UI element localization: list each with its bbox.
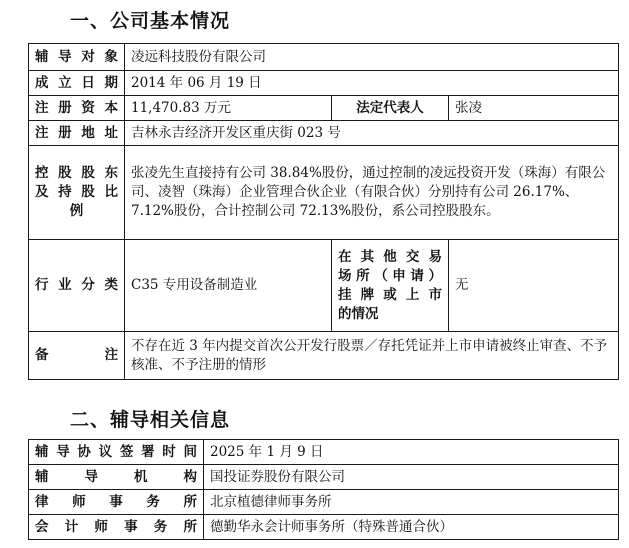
row-accounting-firm [29,515,619,540]
value-tutoring-institution: 国投证券股份有限公司 [204,465,619,490]
value-accounting-firm: 德勤华永会计师事务所（特殊普通合伙） [204,515,619,540]
label-agreement-date: 辅导协议签署时间 [29,440,204,465]
value-established: 2014 年 06 月 19 日 [125,71,619,96]
value-agreement-date: 2025 年 1 月 9 日 [204,440,619,465]
value-legal-rep: 张凌 [449,96,619,121]
row-industry [29,240,619,332]
row-shareholder [29,146,619,240]
value-client: 凌远科技股份有限公司 [125,44,619,71]
label-accounting-firm: 会计师事务所 [29,515,204,540]
label-capital: 注册资本 [29,96,125,121]
value-industry: C35 专用设备制造业 [125,240,332,332]
section-1-title: 一、公司基本情况 [70,10,231,32]
company-basic-info-table [28,43,619,380]
tutoring-info-table [28,439,619,540]
row-client [29,44,619,71]
row-capital [29,96,619,121]
value-address: 吉林永吉经济开发区重庆街 023 号 [125,121,619,146]
label-law-firm: 律师事务所 [29,490,204,515]
label-address: 注册地址 [29,121,125,146]
row-address [29,121,619,146]
label-established: 成立日期 [29,71,125,96]
row-tutoring-institution [29,465,619,490]
row-agreement-date [29,440,619,465]
value-capital: 11,470.83 万元 [125,96,332,121]
value-shareholder: 张凌先生直接持有公司 38.84%股份，通过控制的凌远投资开发（珠海）有限公司、凌智（珠海）企业管理合伙企业（有限合伙）分别持有公司 26.17%、7.12%股份，合计控制公司 72.13%股份，系公司控股股东。 [125,146,619,240]
value-remarks: 不存在近 3 年内提交首次公开发行股票／存托凭证并上市申请被终止审查、不予核准、不予注册的情形 [125,332,619,380]
value-law-firm: 北京植德律师事务所 [204,490,619,515]
value-listing-status: 无 [449,240,619,332]
section-2-title: 二、辅导相关信息 [70,409,231,431]
label-listing-status: 在其他交易 场所（申请） 挂牌或上市 的情况 [332,240,449,332]
label-client: 辅导对象 [29,44,125,71]
label-remarks: 备 注 [29,332,125,380]
row-law-firm [29,490,619,515]
label-shareholder: 控股股东 及持股比 例 [29,146,125,240]
row-established [29,71,619,96]
label-legal-rep: 法定代表人 [332,96,449,121]
row-remarks [29,332,619,380]
label-industry: 行业分类 [29,240,125,332]
label-tutoring-institution: 辅导机构 [29,465,204,490]
